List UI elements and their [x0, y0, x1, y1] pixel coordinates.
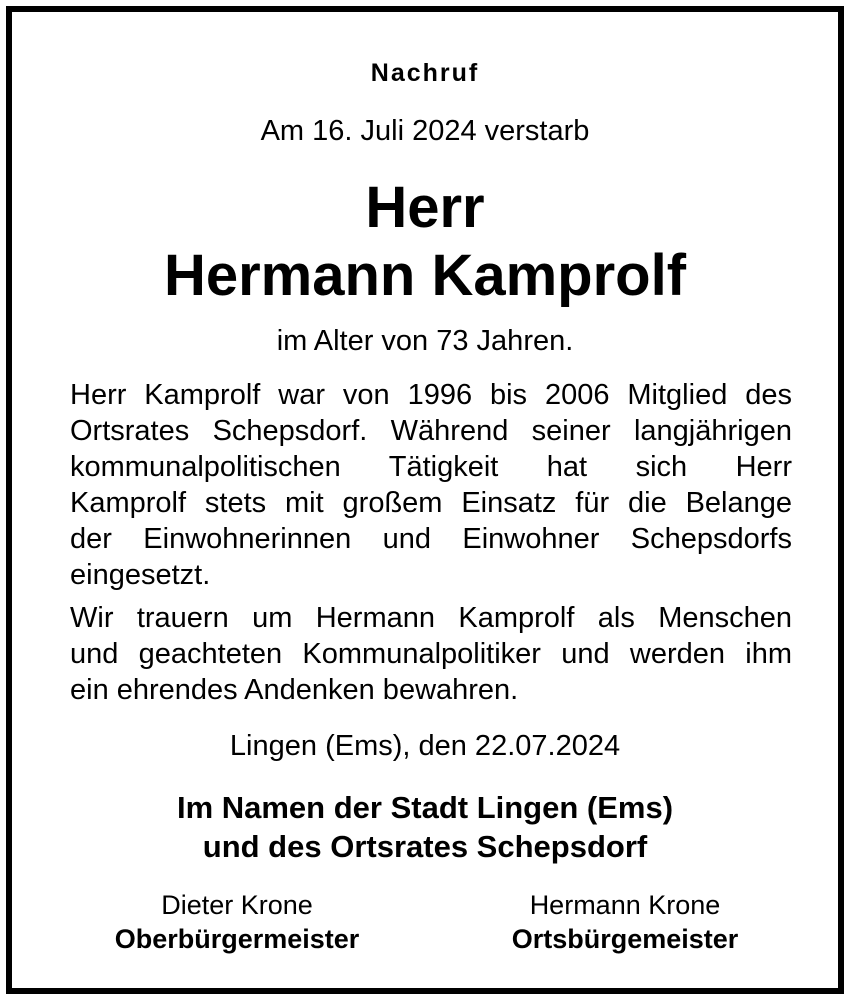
paragraph-line: Herr Kamprolf war von 1996 bis 2006 Mitglied des	[70, 379, 792, 411]
paragraph-line: ein ehrendes Andenken bewahren.	[70, 674, 519, 706]
tribute-paragraph-1	[70, 377, 792, 593]
paragraph-line: und geachteten Kommunalpolitiker und werden ihm	[70, 638, 792, 670]
deceased-name: Hermann Kamprolf	[163, 243, 687, 308]
organization-line-2: und des Ortsrates Schepsdorf	[202, 829, 648, 864]
death-date-line: Am 16. Juli 2024 verstarb	[260, 115, 590, 147]
signatory-title: Ortsbürgemeister	[511, 924, 739, 954]
paragraph-line: Ortsrates Schepsdorf. Während seiner langjährigen	[70, 415, 792, 447]
paragraph-line: eingesetzt.	[70, 559, 211, 591]
obituary-heading: Nachruf	[370, 59, 480, 87]
paragraph-line: Kamprolf stets mit großem Einsatz für die Belange	[70, 487, 792, 519]
obituary-frame	[6, 6, 844, 994]
tribute-paragraph-2	[70, 600, 792, 708]
deceased-title: Herr	[365, 175, 485, 240]
signatory-name: Hermann Krone	[529, 890, 721, 920]
age-line: im Alter von 73 Jahren.	[276, 325, 574, 357]
place-and-date: Lingen (Ems), den 22.07.2024	[229, 730, 621, 762]
paragraph-line: kommunalpolitischen Tätigkeit hat sich Herr	[70, 451, 792, 483]
signatory-title: Oberbürgermeister	[114, 924, 360, 954]
signatory-name: Dieter Krone	[161, 890, 313, 920]
signatory-right	[445, 888, 805, 956]
organization-line-1: Im Namen der Stadt Lingen (Ems)	[176, 790, 674, 825]
signatory-left	[57, 888, 417, 956]
paragraph-line: der Einwohnerinnen und Einwohner Schepsdorfs	[70, 523, 792, 555]
paragraph-line: Wir trauern um Hermann Kamprolf als Menschen	[70, 602, 792, 634]
